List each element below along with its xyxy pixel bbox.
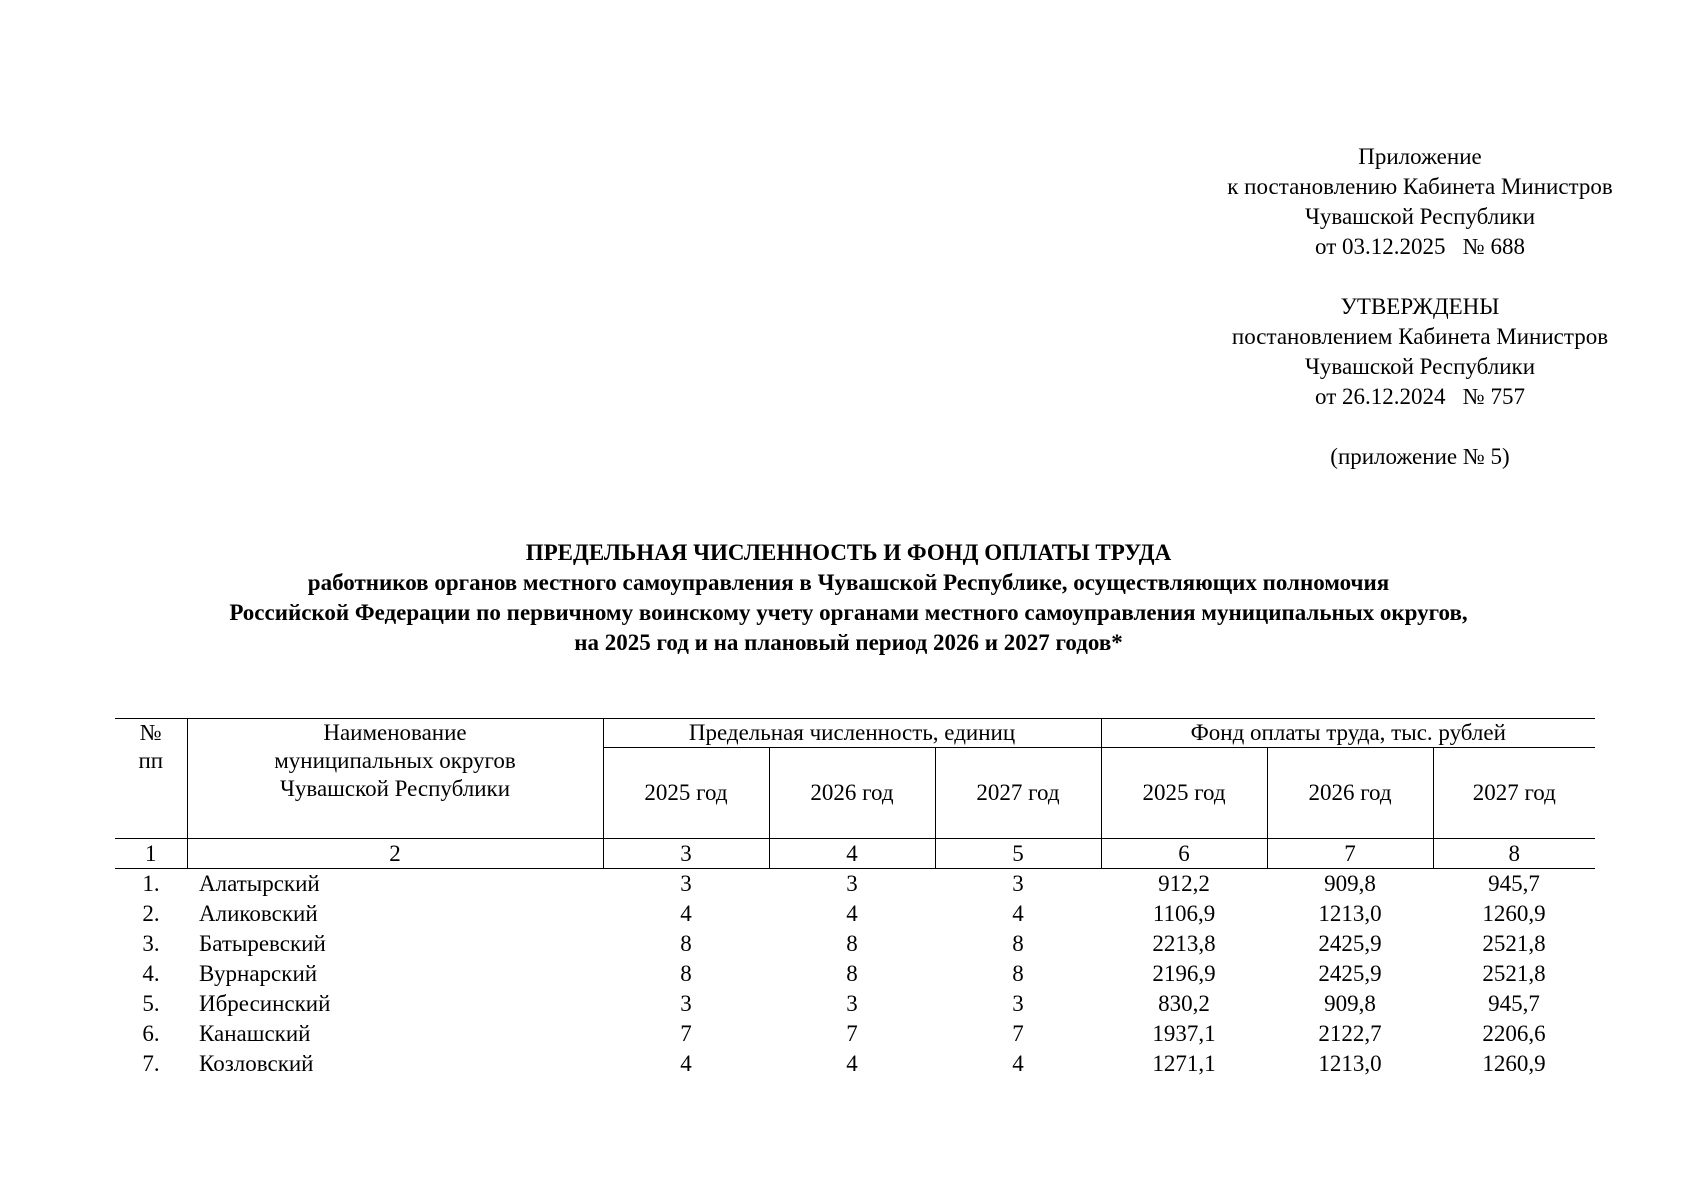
title-line-2: работников органов местного самоуправления в Чувашской Республике, осуществляющих полномочия	[307, 570, 1390, 595]
column-number: 2	[187, 839, 603, 869]
fund-2026: 909,8	[1324, 871, 1376, 896]
header-staff-2026: 2026 год	[769, 748, 935, 839]
column-number: 5	[935, 839, 1101, 869]
district-name: Аликовский	[199, 901, 318, 926]
district-name: Вурнарский	[199, 961, 318, 986]
table-row	[115, 869, 1595, 900]
appendix-republic: Чувашской Республики	[1304, 204, 1536, 229]
appendix-number: (приложение № 5)	[1330, 444, 1510, 469]
fund-2025: 2196,9	[1152, 961, 1216, 986]
staff-2025: 3	[680, 871, 692, 896]
staff-2027: 4	[1012, 1051, 1024, 1076]
column-number: 3	[603, 839, 769, 869]
fund-2026: 909,8	[1324, 991, 1376, 1016]
staff-2026: 7	[846, 1021, 858, 1046]
district-name: Канашский	[199, 1021, 311, 1046]
allocation-table	[115, 718, 1595, 1079]
fund-2027: 1260,9	[1482, 1051, 1546, 1076]
staff-2027: 4	[1012, 901, 1024, 926]
row-index: 3.	[142, 931, 160, 956]
row-index: 7.	[142, 1051, 160, 1076]
district-name: Ибресинский	[199, 991, 331, 1016]
staff-2027: 3	[1012, 991, 1024, 1016]
district-name: Алатырский	[199, 871, 320, 896]
appendix-label: Приложение	[1358, 144, 1482, 169]
header-name-line2: муниципальных округов	[274, 748, 516, 773]
fund-2025: 2213,8	[1152, 931, 1216, 956]
table-row	[115, 929, 1595, 959]
fund-2027: 945,7	[1488, 871, 1540, 896]
staff-2025: 8	[680, 931, 692, 956]
header-staff-2027: 2027 год	[935, 748, 1101, 839]
fund-2026: 2425,9	[1318, 931, 1382, 956]
header-number-line1: №	[139, 720, 162, 745]
fund-2026: 2425,9	[1318, 961, 1382, 986]
header-name	[187, 719, 603, 839]
column-number: 8	[1433, 839, 1595, 869]
fund-2027: 2521,8	[1482, 961, 1546, 986]
staff-2026: 3	[846, 871, 858, 896]
staff-2027: 8	[1012, 931, 1024, 956]
row-index: 5.	[142, 991, 160, 1016]
fund-2027: 945,7	[1488, 991, 1540, 1016]
table-row	[115, 989, 1595, 1019]
table-row	[115, 1019, 1595, 1049]
approved-date-number: от 26.12.2024 № 757	[1315, 384, 1525, 409]
title-line-4: на 2025 год и на плановый период 2026 и 2027 годов*	[574, 630, 1123, 655]
approval-block	[1100, 142, 1697, 472]
row-index: 6.	[142, 1021, 160, 1046]
appendix-to-resolution: к постановлению Кабинета Министров	[1227, 174, 1613, 199]
staff-2025: 3	[680, 991, 692, 1016]
fund-2026: 2122,7	[1318, 1021, 1382, 1046]
row-index: 4.	[142, 961, 160, 986]
fund-2026: 1213,0	[1318, 1051, 1382, 1076]
header-number-line2: пп	[138, 748, 164, 773]
staff-2026: 4	[846, 1051, 858, 1076]
header-name-line1: Наименование	[323, 720, 467, 745]
table-row	[115, 959, 1595, 989]
approved-label: УТВЕРЖДЕНЫ	[1340, 294, 1500, 319]
header-fund-2027: 2027 год	[1433, 748, 1595, 839]
staff-2026: 3	[846, 991, 858, 1016]
fund-2025: 912,2	[1158, 871, 1210, 896]
row-index: 2.	[142, 901, 160, 926]
staff-2027: 3	[1012, 871, 1024, 896]
staff-2026: 8	[846, 961, 858, 986]
header-staff-limit: Предельная численность, единиц	[603, 719, 1101, 748]
header-wage-fund: Фонд оплаты труда, тыс. рублей	[1101, 719, 1595, 748]
staff-2026: 8	[846, 931, 858, 956]
table-row	[115, 899, 1595, 929]
fund-2027: 1260,9	[1482, 901, 1546, 926]
staff-2025: 7	[680, 1021, 692, 1046]
approved-by-resolution: постановлением Кабинета Министров	[1231, 324, 1609, 349]
column-number: 7	[1267, 839, 1433, 869]
spacer	[1100, 412, 1697, 442]
staff-2025: 4	[680, 1051, 692, 1076]
spacer	[1100, 262, 1697, 292]
staff-2026: 4	[846, 901, 858, 926]
fund-2025: 1271,1	[1152, 1051, 1216, 1076]
table-row	[115, 1049, 1595, 1079]
staff-2027: 7	[1012, 1021, 1024, 1046]
header-staff-2025: 2025 год	[603, 748, 769, 839]
column-number: 4	[769, 839, 935, 869]
document-title	[0, 538, 1697, 658]
staff-2025: 8	[680, 961, 692, 986]
fund-2025: 830,2	[1158, 991, 1210, 1016]
fund-2027: 2521,8	[1482, 931, 1546, 956]
header-fund-2026: 2026 год	[1267, 748, 1433, 839]
approved-republic: Чувашской Республики	[1304, 354, 1536, 379]
district-name: Батыревский	[199, 931, 326, 956]
header-number	[115, 719, 187, 839]
title-line-1: ПРЕДЕЛЬНАЯ ЧИСЛЕННОСТЬ И ФОНД ОПЛАТЫ ТРУДА	[525, 540, 1172, 565]
staff-2025: 4	[680, 901, 692, 926]
header-fund-2025: 2025 год	[1101, 748, 1267, 839]
appendix-date-number: от 03.12.2025 № 688	[1315, 234, 1525, 259]
title-line-3: Российской Федерации по первичному воинскому учету органами местного самоуправления муниципальных округов,	[229, 600, 1468, 625]
fund-2026: 1213,0	[1318, 901, 1382, 926]
fund-2025: 1106,9	[1152, 901, 1216, 926]
district-name: Козловский	[199, 1051, 314, 1076]
column-number: 6	[1101, 839, 1267, 869]
fund-2027: 2206,6	[1482, 1021, 1546, 1046]
column-number: 1	[115, 839, 187, 869]
header-name-line3: Чувашской Республики	[279, 776, 511, 801]
row-index: 1.	[142, 871, 160, 896]
fund-2025: 1937,1	[1152, 1021, 1216, 1046]
staff-2027: 8	[1012, 961, 1024, 986]
